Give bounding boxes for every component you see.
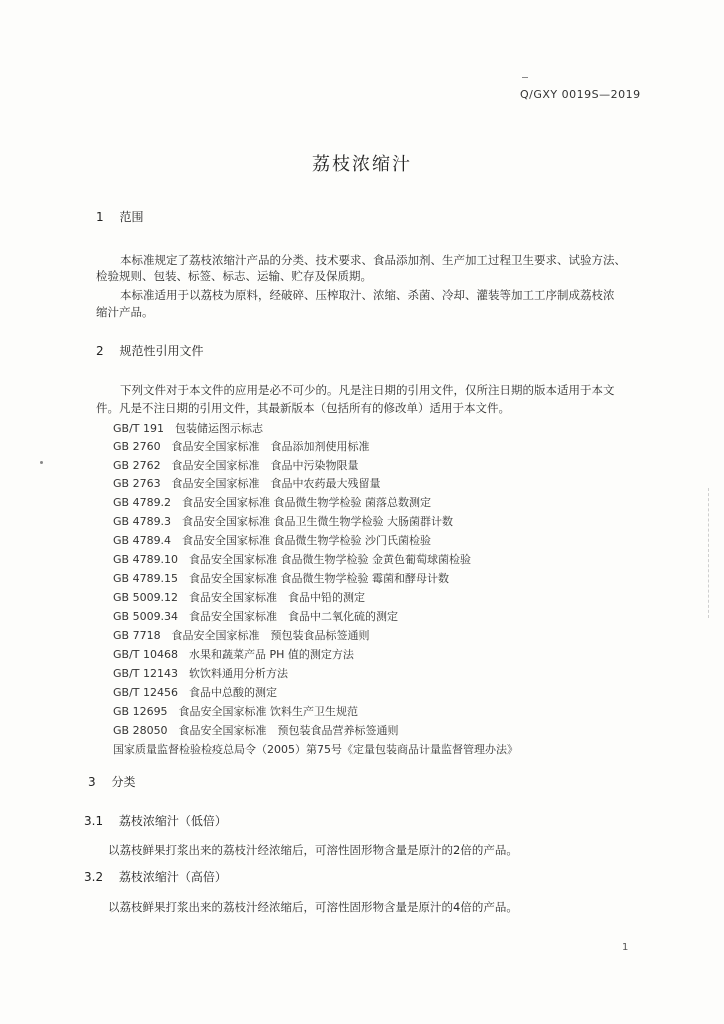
page-number: 1 [622, 942, 629, 953]
section-number: 3.1 [84, 814, 104, 828]
section-title: 荔枝浓缩汁（低倍） [118, 814, 227, 828]
section-title: 荔枝浓缩汁（高倍） [118, 870, 227, 884]
section-number: 3.2 [84, 870, 104, 884]
reference-item: GB 28050 食品安全国家标准 预包装食品营养标签通则 [113, 724, 399, 737]
page-title: 荔枝浓缩汁 [312, 154, 412, 175]
section-3-1-heading [84, 812, 227, 829]
section-number: 2 [96, 344, 104, 358]
section-3-2-text: 以荔枝鲜果打浆出来的荔枝汁经浓缩后，可溶性固形物含量是原汁的4倍的产品。 [108, 900, 518, 914]
references-intro-line-1: 下列文件对于本文件的应用是必不可少的。凡是注日期的引用文件，仅所注日期的版本适用于本文 [120, 383, 615, 397]
reference-item: GB 2760 食品安全国家标准 食品添加剂使用标准 [113, 440, 370, 453]
scope-paragraph-1-line-2: 检验规则、包装、标签、标志、运输、贮存及保质期。 [96, 269, 372, 283]
reference-item: GB 12695 食品安全国家标准 饮料生产卫生规范 [113, 705, 359, 718]
reference-item: GB 4789.10 食品安全国家标准 食品微生物学检验 金黄色葡萄球菌检验 [113, 553, 472, 566]
reference-item: GB 4789.2 食品安全国家标准 食品微生物学检验 菌落总数测定 [113, 496, 432, 509]
reference-item: GB 2763 食品安全国家标准 食品中农药最大残留量 [113, 477, 381, 490]
reference-item: GB 5009.12 食品安全国家标准 食品中铅的测定 [113, 591, 366, 604]
section-title: 分类 [111, 775, 136, 789]
reference-item: GB/T 10468 水果和蔬菜产品 PH 值的测定方法 [113, 648, 354, 661]
section-3-heading [88, 773, 135, 790]
section-3-1-text: 以荔枝鲜果打浆出来的荔枝汁经浓缩后，可溶性固形物含量是原汁的2倍的产品。 [108, 843, 518, 857]
reference-item: GB 5009.34 食品安全国家标准 食品中二氧化硫的测定 [113, 610, 399, 623]
scope-paragraph-2-line-1: 本标准适用于以荔枝为原料，经破碎、压榨取汁、浓缩、杀菌、冷却、灌装等加工工序制成荔枝浓 [120, 288, 615, 302]
reference-item: GB 7718 食品安全国家标准 预包装食品标签通则 [113, 629, 370, 642]
section-number: 1 [96, 210, 104, 224]
section-title: 范围 [119, 210, 144, 224]
binding-edge-mark [708, 488, 719, 618]
section-3-2-heading [84, 868, 227, 885]
reference-item: GB 4789.15 食品安全国家标准 食品微生物学检验 霉菌和酵母计数 [113, 572, 450, 585]
scan-speck [522, 77, 528, 78]
scope-paragraph-2-line-2: 缩汁产品。 [96, 305, 154, 319]
scan-speck [40, 461, 43, 464]
references-intro-line-2: 件。凡是不注日期的引用文件，其最新版本（包括所有的修改单）适用于本文件。 [96, 401, 510, 415]
section-2-heading [96, 342, 203, 359]
reference-item: GB/T 12456 食品中总酸的测定 [113, 686, 277, 699]
section-number: 3 [88, 775, 96, 789]
reference-item: GB 2762 食品安全国家标准 食品中污染物限量 [113, 459, 359, 472]
document-code: Q/GXY 0019S—2019 [520, 88, 641, 101]
reference-item: GB/T 191 包装储运图示标志 [113, 422, 263, 435]
reference-item: GB 4789.4 食品安全国家标准 食品微生物学检验 沙门氏菌检验 [113, 534, 432, 547]
reference-item: GB 4789.3 食品安全国家标准 食品卫生微生物学检验 大肠菌群计数 [113, 515, 454, 528]
reference-item: 国家质量监督检验检疫总局令（2005）第75号《定量包装商品计量监督管理办法》 [113, 743, 518, 756]
section-title: 规范性引用文件 [119, 344, 204, 358]
section-1-heading [96, 208, 143, 225]
scope-paragraph-1-line-1: 本标准规定了荔枝浓缩汁产品的分类、技术要求、食品添加剂、生产加工过程卫生要求、试验方法、 [120, 253, 626, 267]
reference-item: GB/T 12143 软饮料通用分析方法 [113, 667, 288, 680]
